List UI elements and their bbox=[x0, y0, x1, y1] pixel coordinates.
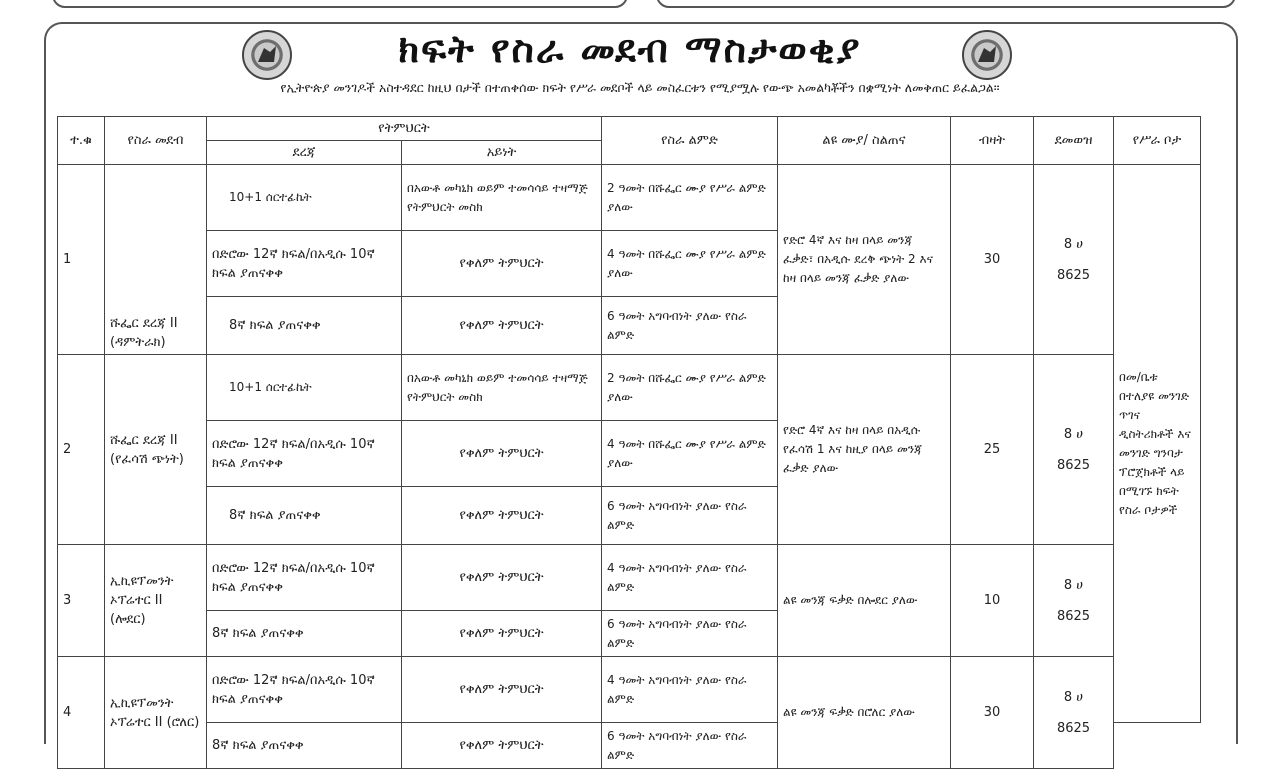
salary-amount: 8625 bbox=[1056, 457, 1091, 473]
job-salary bbox=[1034, 355, 1114, 545]
header-quantity: ብዛት bbox=[951, 117, 1034, 165]
job-salary bbox=[1034, 545, 1114, 657]
job-number: 4 bbox=[58, 657, 105, 769]
education-type: የቀለም ትምህርት bbox=[402, 487, 602, 545]
job-number: 2 bbox=[58, 355, 105, 545]
job-salary bbox=[1034, 657, 1114, 769]
special-license: ልዩ መንጃ ፍቃድ በሮለር ያለው bbox=[778, 657, 951, 769]
education-level: 10+1 ሰርተፊኬት bbox=[207, 165, 402, 231]
work-experience: 4 ዓመት አግባብነት ያለው የስራ ልምድ bbox=[602, 545, 778, 611]
vacancy-table bbox=[57, 116, 1201, 769]
education-level: 8ኛ ክፍል ያጠናቀቀ bbox=[207, 297, 402, 355]
table-row bbox=[58, 545, 1201, 611]
job-number: 1 bbox=[58, 165, 105, 355]
announcement-intro: የኢትዮጵያ መንገዶች አስተዳደር ከዚህ በታች በተጠቀሰው ክፍት የሥራ መደቦች ላይ መስፈርቱን የሚያሟሉ የውጭ አመልካቾችን በቋሚነት ለመቅጠር ይፈልጋል፡፡ bbox=[280, 80, 1000, 95]
top-left-frame bbox=[52, 0, 628, 8]
era-logo-left bbox=[242, 30, 292, 80]
education-type: የቀለም ትምህርት bbox=[402, 611, 602, 657]
education-level: በድሮው 12ኛ ክፍል/በአዲሱ 10ኛ ክፍል ያጠናቀቀ bbox=[207, 231, 402, 297]
education-level: በድሮው 12ኛ ክፍል/በአዲሱ 10ኛ ክፍል ያጠናቀቀ bbox=[207, 545, 402, 611]
job-position: ኢኪዩፕመንት ኦፕሬተር II (ሎደር) bbox=[105, 545, 207, 657]
table-row bbox=[58, 355, 1201, 421]
education-type: የቀለም ትምህርት bbox=[402, 421, 602, 487]
salary-grade: 8 ሀ bbox=[1063, 577, 1084, 593]
header-type: አይነት bbox=[402, 141, 602, 165]
table-row bbox=[58, 165, 1201, 231]
education-type: የቀለም ትምህርት bbox=[402, 657, 602, 723]
job-number: 3 bbox=[58, 545, 105, 657]
header-salary: ደመወዝ bbox=[1034, 117, 1114, 165]
education-type: የቀለም ትምህርት bbox=[402, 723, 602, 769]
work-location: በመ/ቤቱ በተለያዩ መንገድ ጥገና ዲስትሪክቶች እና መንገድ ግንባታ ፕሮጀክቶች ላይ በሚገኙ ክፍት የስራ ቦታዎች bbox=[1114, 165, 1201, 723]
education-level: 10+1 ሰርተፊኬት bbox=[207, 355, 402, 421]
header-skill: ልዩ ሙያ/ ስልጠና bbox=[778, 117, 951, 165]
salary-amount: 8625 bbox=[1056, 608, 1091, 624]
education-level: በድሮው 12ኛ ክፍል/በአዲሱ 10ኛ ክፍል ያጠናቀቀ bbox=[207, 657, 402, 723]
work-experience: 6 ዓመት አግባብነት ያለው የስራ ልምድ bbox=[602, 297, 778, 355]
header-no: ተ.ቁ bbox=[58, 117, 105, 165]
education-level: በድሮው 12ኛ ክፍል/በአዲሱ 10ኛ ክፍል ያጠናቀቀ bbox=[207, 421, 402, 487]
salary-amount: 8625 bbox=[1056, 267, 1091, 283]
education-type: የቀለም ትምህርት bbox=[402, 297, 602, 355]
table-row bbox=[58, 657, 1201, 723]
special-license: የድሮ 4ኛ እና ከዛ በላይ መንጃ ፈቃድ፣ በአዲሱ ደረቅ ጭነት 2 እና ከዛ በላይ መንጃ ፈቃድ ያለው bbox=[778, 165, 951, 355]
education-type: የቀለም ትምህርት bbox=[402, 545, 602, 611]
education-type: የቀለም ትምህርት bbox=[402, 231, 602, 297]
era-logo-right bbox=[962, 30, 1012, 80]
header-education: የትምህርት bbox=[207, 117, 602, 141]
education-type: በአውቶ መካኒክ ወይም ተመሳሳይ ተዛማጅ የትምህርት መስክ bbox=[402, 355, 602, 421]
header-level: ደረጃ bbox=[207, 141, 402, 165]
work-experience: 6 ዓመት አግባብነት ያለው የስራ ልምድ bbox=[602, 723, 778, 769]
page-title: ክፍት የስራ መደብ ማስታወቂያ bbox=[398, 26, 862, 71]
special-license: የድሮ 4ኛ እና ከዛ በላይ በአዲሱ የፈሳሽ 1 እና ከዚያ በላይ መንጃ ፈቃድ ያለው bbox=[778, 355, 951, 545]
work-experience: 2 ዓመት በሹፌር ሙያ የሥራ ልምድ ያለው bbox=[602, 165, 778, 231]
top-right-frame bbox=[656, 0, 1236, 8]
work-experience: 6 ዓመት አግባብነት ያለው የስራ ልምድ bbox=[602, 611, 778, 657]
work-experience: 6 ዓመት አግባብነት ያለው የስራ ልምድ bbox=[602, 487, 778, 545]
salary-grade: 8 ሀ bbox=[1063, 689, 1084, 705]
education-level: 8ኛ ክፍል ያጠናቀቀ bbox=[207, 487, 402, 545]
job-quantity: 30 bbox=[951, 165, 1034, 355]
special-license: ልዩ መንጃ ፍቃድ በሎደር ያለው bbox=[778, 545, 951, 657]
job-position: ሹፌር ደረጃ II (ዳምትራክ) bbox=[105, 165, 207, 355]
job-position: ሹፌር ደረጃ II (የፈሳሽ ጭነት) bbox=[105, 355, 207, 545]
education-level: 8ኛ ክፍል ያጠናቀቀ bbox=[207, 611, 402, 657]
salary-grade: 8 ሀ bbox=[1063, 426, 1084, 442]
job-quantity: 10 bbox=[951, 545, 1034, 657]
work-experience: 4 ዓመት በሹፌር ሙያ የሥራ ልምድ ያለው bbox=[602, 231, 778, 297]
work-experience: 2 ዓመት በሹፌር ሙያ የሥራ ልምድ ያለው bbox=[602, 355, 778, 421]
header-experience: የስራ ልምድ bbox=[602, 117, 778, 165]
work-experience: 4 ዓመት አግባብነት ያለው የስራ ልምድ bbox=[602, 657, 778, 723]
header-position: የስራ መደብ bbox=[105, 117, 207, 165]
education-level: 8ኛ ክፍል ያጠናቀቀ bbox=[207, 723, 402, 769]
salary-grade: 8 ሀ bbox=[1063, 236, 1084, 252]
job-salary bbox=[1034, 165, 1114, 355]
education-type: በአውቶ መካኒክ ወይም ተመሳሳይ ተዛማጅ የትምህርት መስክ bbox=[402, 165, 602, 231]
job-position: ኢኪዩፕመንት ኦፕሬተር II (ሮለር) bbox=[105, 657, 207, 769]
header-workplace: የሥራ ቦታ bbox=[1114, 117, 1201, 165]
job-quantity: 25 bbox=[951, 355, 1034, 545]
job-quantity: 30 bbox=[951, 657, 1034, 769]
salary-amount: 8625 bbox=[1056, 720, 1091, 736]
table-header-row bbox=[58, 117, 1201, 141]
work-experience: 4 ዓመት በሹፌር ሙያ የሥራ ልምድ ያለው bbox=[602, 421, 778, 487]
